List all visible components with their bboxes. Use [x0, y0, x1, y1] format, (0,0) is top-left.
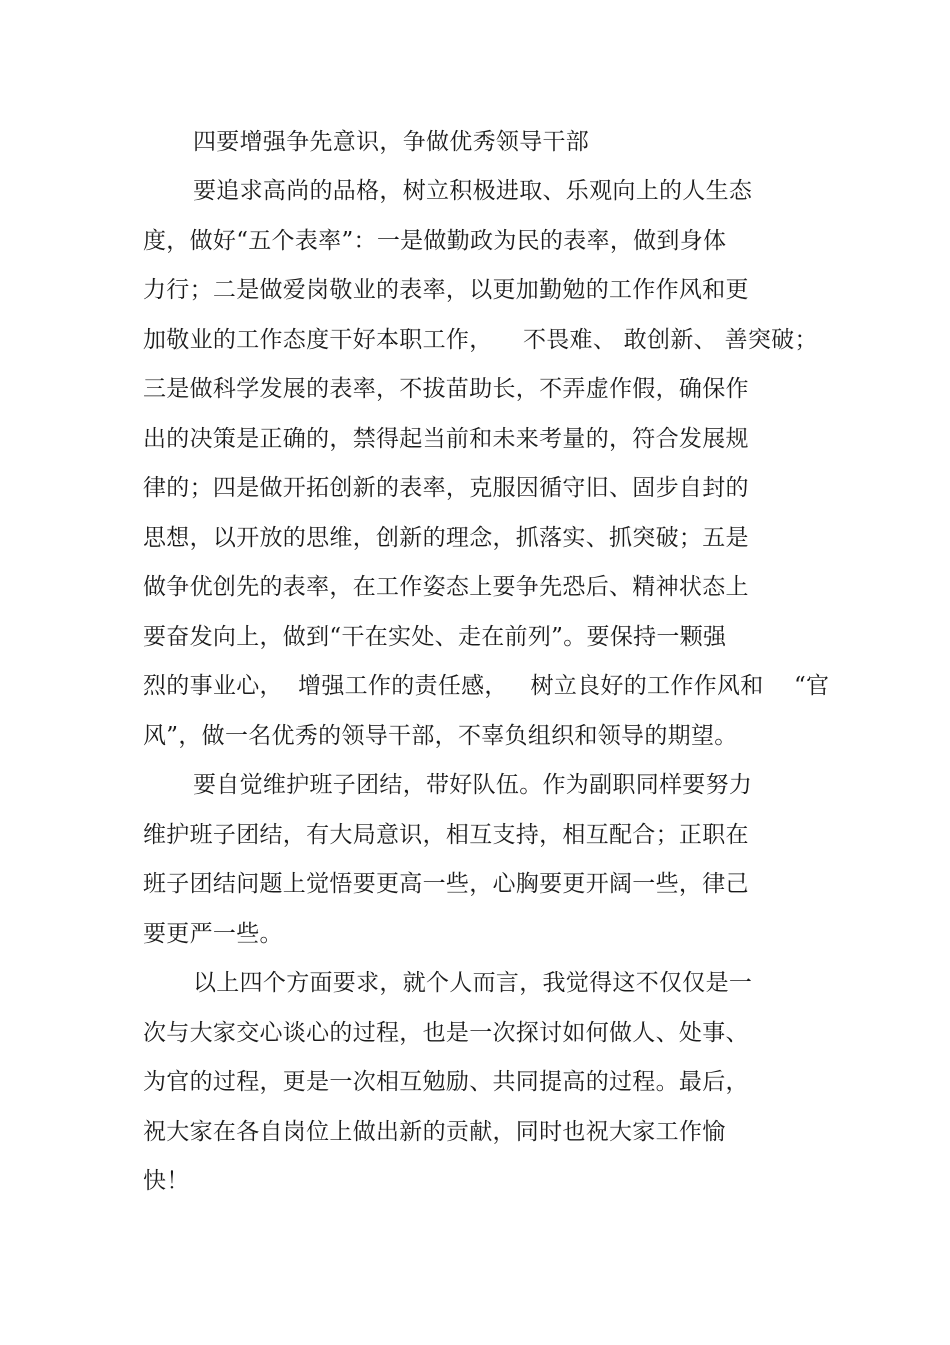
- paragraph-line: 为官的过程，更是一次相互勉励、共同提高的过程。最后，: [143, 1069, 749, 1095]
- paragraph-line: 思想，以开放的思维，创新的理念，抓落实、抓突破；五是: [143, 525, 749, 551]
- paragraph-line: 出的决策是正确的，禁得起当前和未来考量的，符合发展规: [143, 426, 749, 452]
- paragraph-line: 班子团结问题上觉悟要更高一些，心胸要更开阔一些，律己: [143, 871, 749, 897]
- paragraph-line: 加敬业的工作态度干好本职工作， 不畏难、 敢创新、 善突破；: [143, 327, 818, 353]
- section-heading: 四要增强争先意识，争做优秀领导干部: [193, 129, 590, 155]
- paragraph-line: 烈的事业心， 增强工作的责任感， 树立良好的工作作风和 “官: [143, 673, 830, 699]
- paragraph-line: 度，做好“五个表率”：一是做勤政为民的表率，做到身体: [143, 228, 727, 254]
- paragraph-line: 要自觉维护班子团结，带好队伍。作为副职同样要努力: [193, 772, 753, 798]
- paragraph-line: 以上四个方面要求，就个人而言，我觉得这不仅仅是一: [193, 970, 753, 996]
- paragraph-line: 次与大家交心谈心的过程，也是一次探讨如何做人、处事、: [143, 1020, 749, 1046]
- paragraph-line: 三是做科学发展的表率，不拔苗助长，不弄虚作假，确保作: [143, 376, 749, 402]
- paragraph-line: 要更严一些。: [143, 921, 283, 947]
- paragraph-line: 风”，做一名优秀的领导干部，不辜负组织和领导的期望。: [143, 723, 738, 749]
- paragraph-line: 要追求高尚的品格，树立积极进取、乐观向上的人生态: [193, 178, 753, 204]
- paragraph-line: 力行；二是做爱岗敬业的表率，以更加勤勉的工作作风和更: [143, 277, 749, 303]
- paragraph-line: 祝大家在各自岗位上做出新的贡献，同时也祝大家工作愉: [143, 1119, 726, 1145]
- paragraph-line: 维护班子团结，有大局意识，相互支持，相互配合；正职在: [143, 822, 749, 848]
- paragraph-line: 律的；四是做开拓创新的表率，克服因循守旧、固步自封的: [143, 475, 749, 501]
- paragraph-line: 做争优创先的表率，在工作姿态上要争先恐后、精神状态上: [143, 574, 749, 600]
- paragraph-line: 快！: [143, 1168, 190, 1194]
- paragraph-line: 要奋发向上，做到“干在实处、走在前列”。要保持一颗强: [143, 624, 727, 650]
